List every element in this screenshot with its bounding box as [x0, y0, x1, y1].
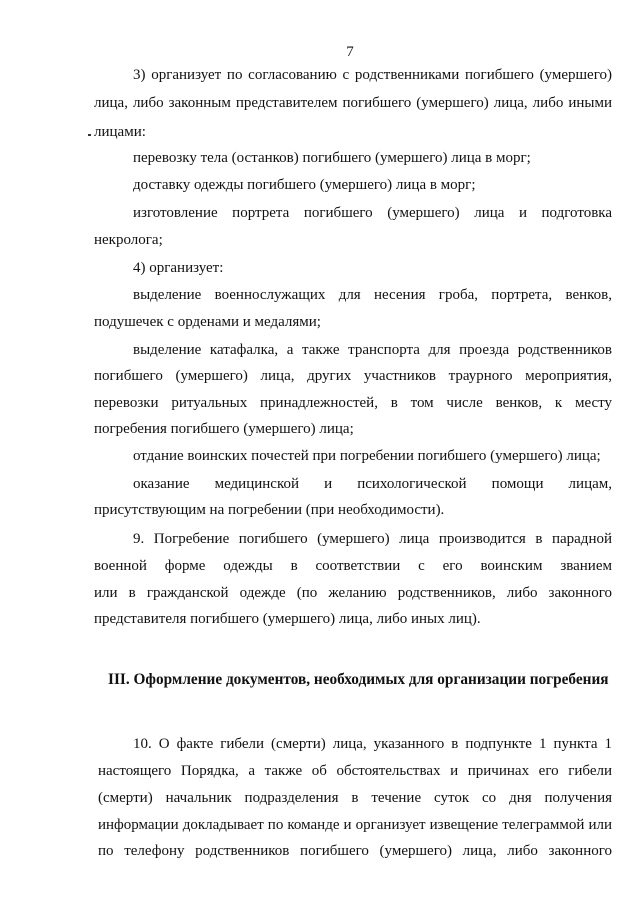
text-line: 10. О факте гибели (смерти) лица, указанного в подпункте 1 пункта 1 [133, 736, 612, 752]
text-line: военной форме одежды в соответствии с его воинским званием [94, 558, 612, 574]
text-line: 4) организует: [133, 260, 224, 276]
text-line: присутствующим на погребении (при необходимости). [94, 502, 445, 518]
text-line: (смерти) начальник подразделения в течение суток со дня получения [98, 790, 612, 806]
text-line: настоящего Порядка, а также об обстоятельствах и причинах его гибели [98, 763, 612, 779]
text-line: или в гражданской одежде (по желанию родственников, либо законного [94, 585, 612, 601]
text-line: 3) организует по согласованию с родственниками погибшего (умершего) [133, 67, 612, 83]
text-line: выделение военнослужащих для несения гроба, портрета, венков, [133, 287, 612, 303]
text-line: представителя погибшего (умершего) лица, либо иных лиц). [94, 611, 481, 627]
text-line: лица, либо законным представителем погибшего (умершего) лица, либо иными [94, 95, 612, 111]
text-line: погребения погибшего (умершего) лица; [94, 421, 354, 437]
text-line: оказание медицинской и психологической помощи лицам, [133, 476, 612, 492]
text-line: доставку одежды погибшего (умершего) лица в морг; [133, 177, 476, 193]
text-line: изготовление портрета погибшего (умершего) лица и подготовка [133, 205, 612, 221]
text-line: перевозку тела (останков) погибшего (умершего) лица в морг; [133, 150, 531, 166]
section-heading: III. Оформление документов, необходимых для организации погребения [108, 671, 609, 688]
text-line: подушечек с орденами и медалями; [94, 314, 321, 330]
text-line: 9. Погребение погибшего (умершего) лица производится в парадной [133, 531, 612, 547]
scan-speck [88, 134, 91, 136]
text-line: погибшего (умершего) лица, других участников траурного мероприятия, [94, 368, 612, 384]
text-line: отдание воинских почестей при погребении погибшего (умершего) лица; [133, 448, 601, 464]
text-line: по телефону родственников погибшего (умершего) лица, либо законного [98, 843, 612, 859]
text-line: перевозки ритуальных принадлежностей, в том числе венков, к месту [94, 395, 612, 411]
text-line: некролога; [94, 232, 163, 248]
text-line: информации докладывает по команде и организует извещение телеграммой или [98, 817, 612, 833]
text-line: выделение катафалка, а также транспорта для проезда родственников [133, 342, 612, 358]
text-line: лицами: [94, 124, 146, 140]
page-number: 7 [346, 44, 354, 60]
